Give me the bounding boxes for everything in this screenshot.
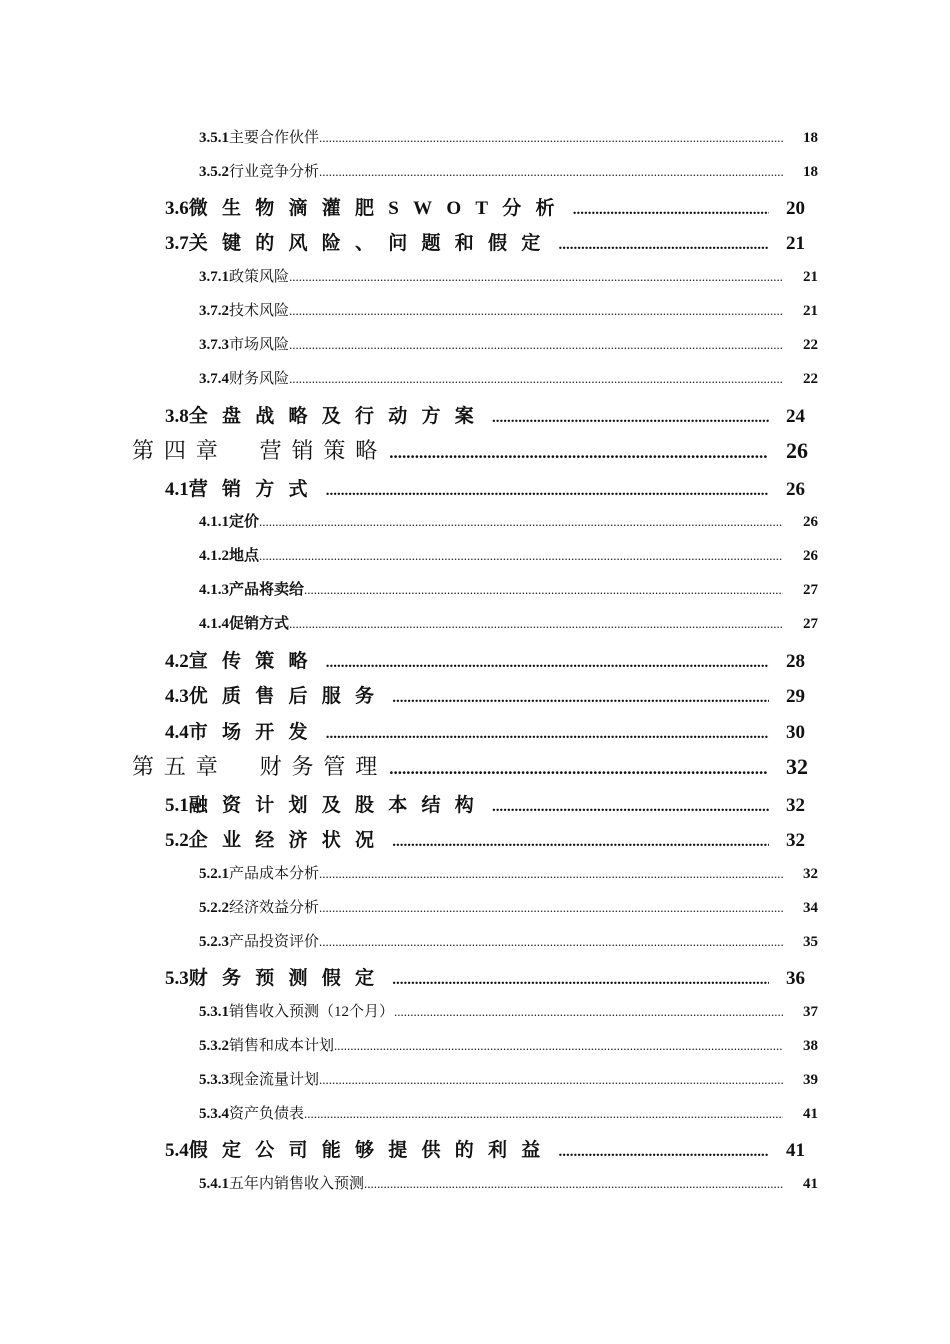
dot-leader xyxy=(319,934,783,950)
toc-entry-number: 3.8 xyxy=(165,406,189,427)
toc-entry-5-3-2[interactable] xyxy=(199,1034,818,1055)
toc-entry-title: 行业竞争分析 xyxy=(229,164,320,180)
toc-entry-page: 22 xyxy=(803,371,818,387)
toc-entry-5-2[interactable] xyxy=(165,825,805,852)
toc-entry-5-3-4[interactable] xyxy=(199,1102,818,1123)
toc-entry-title: 财务风险 xyxy=(229,371,290,387)
dot-leader xyxy=(364,1176,783,1192)
toc-entry-page: 41 xyxy=(803,1106,818,1122)
toc-entry-page: 21 xyxy=(803,269,818,285)
toc-entry-number: 4.1 xyxy=(165,479,189,500)
toc-entry-number: 3.7 xyxy=(165,233,189,254)
toc-entry-page: 32 xyxy=(786,795,805,816)
toc-entry-4-3[interactable] xyxy=(165,681,805,708)
toc-entry-page: 38 xyxy=(803,1038,818,1054)
toc-entry-page: 26 xyxy=(803,548,818,564)
dot-leader xyxy=(319,164,783,180)
dot-leader xyxy=(559,237,769,254)
toc-chapter-title: 第五章 财务管理 xyxy=(132,754,388,779)
toc-entry-4-1[interactable] xyxy=(165,474,805,501)
toc-entry-page: 36 xyxy=(786,968,805,989)
dot-leader xyxy=(392,690,769,707)
dot-leader xyxy=(259,548,783,564)
toc-entry-3-7[interactable] xyxy=(165,228,805,255)
toc-entry-number: 3.5.1 xyxy=(199,130,229,146)
toc-entry-number: 3.7.3 xyxy=(199,337,229,353)
toc-entry-5-2-2[interactable] xyxy=(199,896,818,917)
toc-entry-title: 产品投资评价 xyxy=(229,934,320,950)
toc-chapter-5[interactable] xyxy=(132,750,808,781)
toc-entry-number: 5.2.2 xyxy=(199,900,229,916)
toc-entry-number: 5.2 xyxy=(165,830,189,851)
dot-leader xyxy=(492,799,769,816)
toc-entry-page: 32 xyxy=(786,754,808,779)
toc-entry-title: 现金流量计划 xyxy=(229,1072,320,1088)
toc-entry-number: 4.4 xyxy=(165,722,189,743)
toc-chapter-title: 第四章 营销策略 xyxy=(132,438,388,463)
toc-entry-title: 4.1.3产品将卖给 xyxy=(199,582,305,598)
toc-entry-title: 技术风险 xyxy=(229,303,290,319)
toc-entry-title: 市场风险 xyxy=(229,337,290,353)
toc-entry-title: 4.1.2地点 xyxy=(199,548,260,564)
toc-entry-page: 28 xyxy=(786,651,805,672)
toc-entry-3-7-2[interactable] xyxy=(199,299,818,320)
toc-entry-page: 27 xyxy=(803,582,818,598)
toc-entry-page: 21 xyxy=(803,303,818,319)
dot-leader xyxy=(389,443,768,463)
toc-entry-page: 22 xyxy=(803,337,818,353)
toc-entry-3-5-1[interactable] xyxy=(199,126,818,147)
toc-entry-title: 关键的风险、问题和假定 xyxy=(188,233,555,254)
toc-entry-page: 41 xyxy=(803,1176,818,1192)
toc-entry-3-6[interactable] xyxy=(165,193,805,220)
toc-entry-5-2-1[interactable] xyxy=(199,862,818,883)
toc-entry-title: 企业经济状况 xyxy=(188,830,389,851)
toc-entry-page: 20 xyxy=(786,198,805,219)
toc-entry-number: 5.2.1 xyxy=(199,866,229,882)
toc-entry-page: 18 xyxy=(803,130,818,146)
toc-entry-5-4[interactable] xyxy=(165,1135,805,1162)
toc-entry-page: 41 xyxy=(786,1140,805,1161)
toc-entry-title: 优质售后服务 xyxy=(188,686,389,707)
toc-entry-5-3-3[interactable] xyxy=(199,1068,818,1089)
toc-entry-number: 5.3.1 xyxy=(199,1004,229,1020)
toc-entry-number: 5.3.2 xyxy=(199,1038,229,1054)
toc-entry-title: 销售和成本计划 xyxy=(229,1038,335,1054)
toc-entry-title: 经济效益分析 xyxy=(229,900,320,916)
toc-entry-page: 24 xyxy=(786,406,805,427)
toc-entry-title: 全盘战略及行动方案 xyxy=(188,406,489,427)
dot-leader xyxy=(289,337,783,353)
toc-entry-3-7-1[interactable] xyxy=(199,265,818,286)
toc-entry-page: 26 xyxy=(803,514,818,530)
toc-entry-number: 3.6 xyxy=(165,198,189,219)
toc-entry-title: 主要合作伙伴 xyxy=(229,130,320,146)
toc-entry-number: 4.2 xyxy=(165,651,189,672)
dot-leader xyxy=(319,130,783,146)
dot-leader xyxy=(392,972,769,989)
toc-entry-4-1-1[interactable] xyxy=(199,510,818,531)
toc-entry-title: 财务预测假定 xyxy=(188,968,389,989)
toc-entry-number: 3.7.1 xyxy=(199,269,229,285)
dot-leader xyxy=(259,514,783,530)
toc-entry-title: 假定公司能够提供的利益 xyxy=(188,1140,555,1161)
toc-entry-page: 39 xyxy=(803,1072,818,1088)
toc-entry-3-8[interactable] xyxy=(165,401,805,428)
dot-leader xyxy=(289,371,783,387)
dot-leader xyxy=(334,1038,783,1054)
toc-entry-4-2[interactable] xyxy=(165,646,805,673)
toc-entry-number: 3.7.4 xyxy=(199,371,229,387)
dot-leader xyxy=(319,1072,783,1088)
toc-entry-title: 销售收入预测（12个月） xyxy=(229,1004,395,1020)
dot-leader xyxy=(326,483,769,500)
dot-leader xyxy=(326,726,769,743)
toc-entry-number: 3.5.2 xyxy=(199,164,229,180)
toc-entry-4-1-4[interactable] xyxy=(199,612,818,633)
toc-entry-page: 26 xyxy=(786,438,808,463)
toc-entry-page: 29 xyxy=(786,686,805,707)
toc-entry-title: 融资计划及股本结构 xyxy=(188,795,489,816)
toc-entry-number: 5.1 xyxy=(165,795,189,816)
toc-entry-title: 宣传策略 xyxy=(188,651,322,672)
toc-entry-title: 微生物滴灌肥SWOT分析 xyxy=(188,198,569,219)
dot-leader xyxy=(289,269,783,285)
dot-leader xyxy=(326,655,769,672)
toc-entry-page: 34 xyxy=(803,900,818,916)
toc-entry-page: 26 xyxy=(786,479,805,500)
toc-entry-4-4[interactable] xyxy=(165,717,805,744)
dot-leader xyxy=(289,303,783,319)
dot-leader xyxy=(304,582,783,598)
toc-entry-page: 18 xyxy=(803,164,818,180)
toc-entry-title: 政策风险 xyxy=(229,269,290,285)
toc-entry-3-7-3[interactable] xyxy=(199,333,818,354)
toc-entry-title: 产品成本分析 xyxy=(229,866,320,882)
toc-entry-5-4-1[interactable] xyxy=(199,1172,818,1193)
toc-chapter-4[interactable] xyxy=(132,434,808,465)
toc-entry-title: 4.1.4促销方式 xyxy=(199,616,290,632)
toc-entry-page: 37 xyxy=(803,1004,818,1020)
toc-entry-number: 5.2.3 xyxy=(199,934,229,950)
toc-entry-3-5-2[interactable] xyxy=(199,160,818,181)
toc-entry-4-1-2[interactable] xyxy=(199,544,818,565)
toc-entry-number: 5.3.4 xyxy=(199,1106,229,1122)
toc-entry-page: 35 xyxy=(803,934,818,950)
toc-entry-5-2-3[interactable] xyxy=(199,930,818,951)
toc-entry-number: 4.3 xyxy=(165,686,189,707)
toc-entry-number: 5.3.3 xyxy=(199,1072,229,1088)
dot-leader xyxy=(394,1004,783,1020)
toc-entry-number: 3.7.2 xyxy=(199,303,229,319)
dot-leader xyxy=(319,900,783,916)
dot-leader xyxy=(392,834,769,851)
toc-entry-number: 5.4 xyxy=(165,1140,189,1161)
toc-entry-number: 5.3 xyxy=(165,968,189,989)
toc-entry-page: 32 xyxy=(786,830,805,851)
dot-leader xyxy=(289,616,783,632)
toc-entry-title: 五年内销售收入预测 xyxy=(229,1176,365,1192)
toc-entry-4-1-3[interactable] xyxy=(199,578,818,599)
toc-entry-5-3[interactable] xyxy=(165,963,805,990)
dot-leader xyxy=(492,410,769,427)
toc-entry-page: 30 xyxy=(786,722,805,743)
toc-entry-3-7-4[interactable] xyxy=(199,367,818,388)
dot-leader xyxy=(573,202,769,219)
dot-leader xyxy=(559,1144,769,1161)
toc-entry-title: 4.1.1定价 xyxy=(199,514,260,530)
dot-leader xyxy=(304,1106,783,1122)
dot-leader xyxy=(389,759,768,779)
toc-entry-page: 21 xyxy=(786,233,805,254)
toc-entry-5-3-1[interactable] xyxy=(199,1000,818,1021)
toc-entry-page: 27 xyxy=(803,616,818,632)
toc-entry-title: 资产负债表 xyxy=(229,1106,305,1122)
dot-leader xyxy=(319,866,783,882)
toc-entry-title: 营销方式 xyxy=(188,479,322,500)
toc-entry-title: 市场开发 xyxy=(188,722,322,743)
toc-entry-page: 32 xyxy=(803,866,818,882)
toc-entry-5-1[interactable] xyxy=(165,790,805,817)
toc-entry-number: 5.4.1 xyxy=(199,1176,229,1192)
